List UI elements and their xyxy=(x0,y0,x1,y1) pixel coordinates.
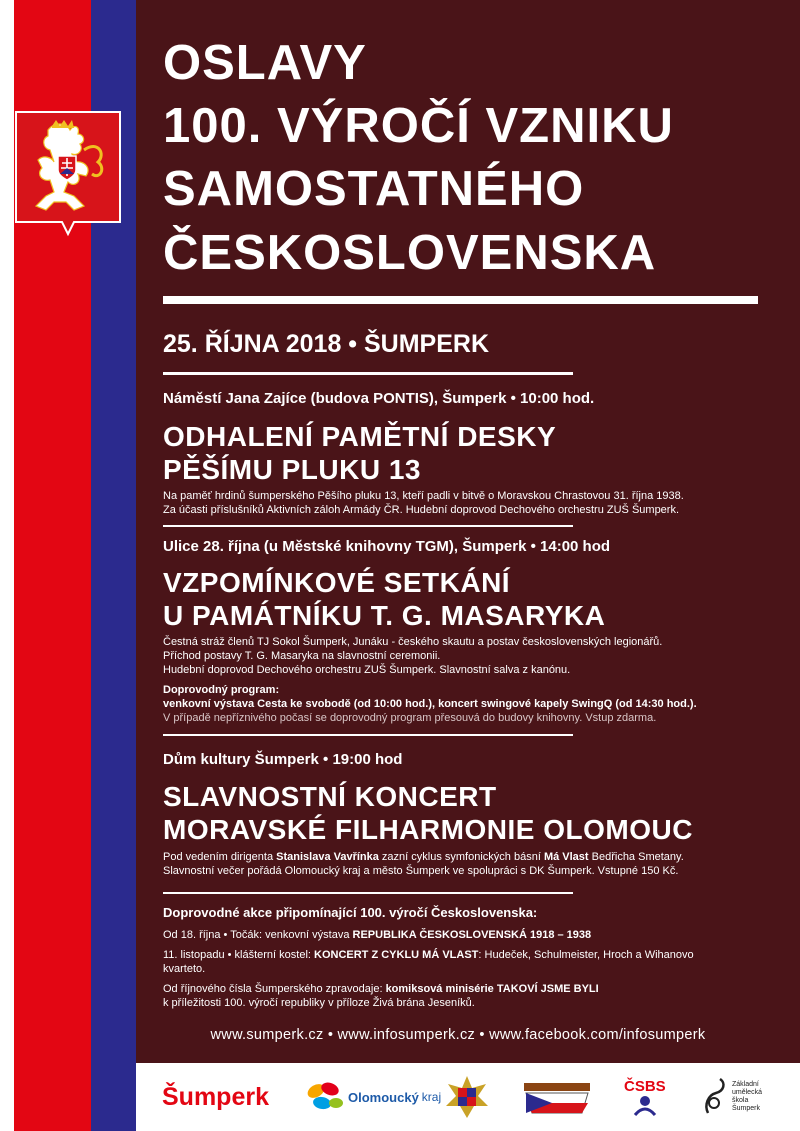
extras-item-3-a: Od říjnového čísla Šumperského zpravodaje: xyxy=(163,983,386,995)
extras-item-3 xyxy=(163,982,599,997)
zus-text-2: umělecká xyxy=(732,1089,762,1096)
event2-desc-1: Čestná stráž členů TJ Sokol Šumperk, Junáku - českého skautu a postav československých legionářů. xyxy=(163,636,663,648)
csbs-text: ČSBS xyxy=(624,1077,666,1095)
olomoucky-text: Olomoucký xyxy=(348,1089,419,1105)
legion-flag-icon xyxy=(522,1079,592,1115)
olomoucky-kraj-icon xyxy=(304,1079,346,1115)
legion-flag-logo xyxy=(522,1063,592,1131)
event2-title-1: VZPOMÍNKOVÉ SETKÁNÍ xyxy=(163,567,511,598)
date-divider xyxy=(163,372,573,375)
event2-weather-note: V případě nepříznivého počasí se doprovodný program přesouvá do budovy knihovny. Vstup zdarma. xyxy=(163,712,657,724)
zus-figure-icon xyxy=(702,1077,730,1117)
csbs-logo xyxy=(624,1063,666,1131)
czech-lion-emblem xyxy=(14,110,122,240)
extras-item-1-a: Od 18. října • Točák: venkovní výstava xyxy=(163,929,353,941)
army-emblem-logo xyxy=(444,1063,490,1131)
title-line-2: 100. VÝROČÍ VZNIKU xyxy=(163,99,674,153)
title-line-4: ČESKOSLOVENSKA xyxy=(163,226,657,280)
event3-desc-1-c: zazní cyklus symfonických básní xyxy=(378,851,544,863)
zus-text-1: Základní xyxy=(732,1081,759,1088)
event3-title-1: SLAVNOSTNÍ KONCERT xyxy=(163,781,497,812)
event3-desc-1 xyxy=(163,850,684,865)
extras-item-2-cont: kvarteto. xyxy=(163,963,206,975)
extras-item-3-cont: k příležitosti 100. výročí republiky v příloze Živá brána Jeseníků. xyxy=(163,997,475,1009)
extras-item-1 xyxy=(163,928,591,943)
zus-text-4: Šumperk xyxy=(732,1105,761,1112)
army-emblem-icon xyxy=(444,1074,490,1120)
white-stripe xyxy=(0,0,14,1131)
title-divider xyxy=(163,296,758,304)
event3-desc-2: Slavnostní večer pořádá Olomoucký kraj a město Šumperk ve spolupráci s DK Šumperk. Vstupné 150 Kč. xyxy=(163,865,679,877)
event3-desc-1-a: Pod vedením dirigenta xyxy=(163,851,277,863)
extras-heading: Doprovodné akce připomínající 100. výročí Československa: xyxy=(163,905,538,920)
title-line-3: SAMOSTATNÉHO xyxy=(163,162,585,216)
event1-desc-2: Za účasti příslušníků Aktivních záloh Armády ČR. Hudební doprovod Dechového orchestru ZUŠ Šumperk. xyxy=(163,504,680,516)
event1-divider xyxy=(163,525,573,527)
event1-title-2: PĚŠÍMU PLUKU 13 xyxy=(163,454,421,485)
event1-title-1: ODHALENÍ PAMĚTNÍ DESKY xyxy=(163,421,557,452)
event3-divider xyxy=(163,892,573,894)
extras-item-2 xyxy=(163,948,694,963)
event3-desc-1-e: Bedřicha Smetany. xyxy=(588,851,684,863)
date-line: 25. ŘÍJNA 2018 • ŠUMPERK xyxy=(163,330,490,358)
sumperk-logo-text: Šumperk xyxy=(162,1082,269,1111)
event3-title-2: MORAVSKÉ FILHARMONIE OLOMOUC xyxy=(163,814,693,845)
event3-ma-vlast: Má Vlast xyxy=(543,851,589,863)
footer-urls: www.sumperk.cz • www.infosumperk.cz • www.facebook.com/infosumperk xyxy=(210,1027,706,1043)
title-line-1: OSLAVY xyxy=(163,36,367,90)
event2-desc-3: Hudební doprovod Dechového orchestru ZUŠ Šumperk. Slavnostní salva z kanónu. xyxy=(163,664,571,676)
extras-item-1-b: REPUBLIKA ČESKOSLOVENSKÁ 1918 – 1938 xyxy=(352,929,592,941)
event2-desc-2: Příchod postavy T. G. Masaryka na slavnostní ceremonii. xyxy=(163,650,441,662)
zus-text-block xyxy=(732,1081,762,1113)
kraj-text: kraj xyxy=(421,1090,442,1104)
event3-conductor: Stanislava Vavřínka xyxy=(276,851,379,863)
extras-item-2-c: : Hudeček, Schulmeister, Hroch a Wihanovo xyxy=(478,949,694,961)
extras-item-2-b: KONCERT Z CYKLU MÁ VLAST xyxy=(314,949,479,961)
event3-location: Dům kultury Šumperk • 19:00 hod xyxy=(163,751,403,768)
olomoucky-kraj-logo xyxy=(304,1063,441,1131)
sumperk-logo xyxy=(162,1063,269,1131)
event1-location: Náměstí Jana Zajíce (budova PONTIS), Šumperk • 10:00 hod. xyxy=(163,390,595,407)
event2-title-2: U PAMÁTNÍKU T. G. MASARYKA xyxy=(163,600,606,631)
zus-text-3: škola xyxy=(732,1097,749,1104)
zus-sumperk-logo xyxy=(702,1063,762,1131)
event2-program-text: venkovní výstava Cesta ke svobodě (od 10:00 hod.), koncert swingové kapely SwingQ (od 14:30 hod.). xyxy=(163,698,697,710)
extras-item-3-b: komiksová minisérie TAKOVÍ JSME BYLI xyxy=(385,983,599,995)
event2-location: Ulice 28. října (u Městské knihovny TGM), Šumperk • 14:00 hod xyxy=(163,538,611,555)
extras-item-2-a: 11. listopadu • klášterní kostel: xyxy=(163,949,315,961)
event2-divider xyxy=(163,734,573,736)
event1-desc-1: Na paměť hrdinů šumperského Pěšího pluku 13, kteří padli v bitvě o Moravskou Chrastovou 31. října 1938. xyxy=(163,490,684,502)
partner-logos xyxy=(136,1063,800,1131)
event2-program-label: Doprovodný program: xyxy=(163,684,280,696)
csbs-figure-icon xyxy=(630,1095,660,1117)
